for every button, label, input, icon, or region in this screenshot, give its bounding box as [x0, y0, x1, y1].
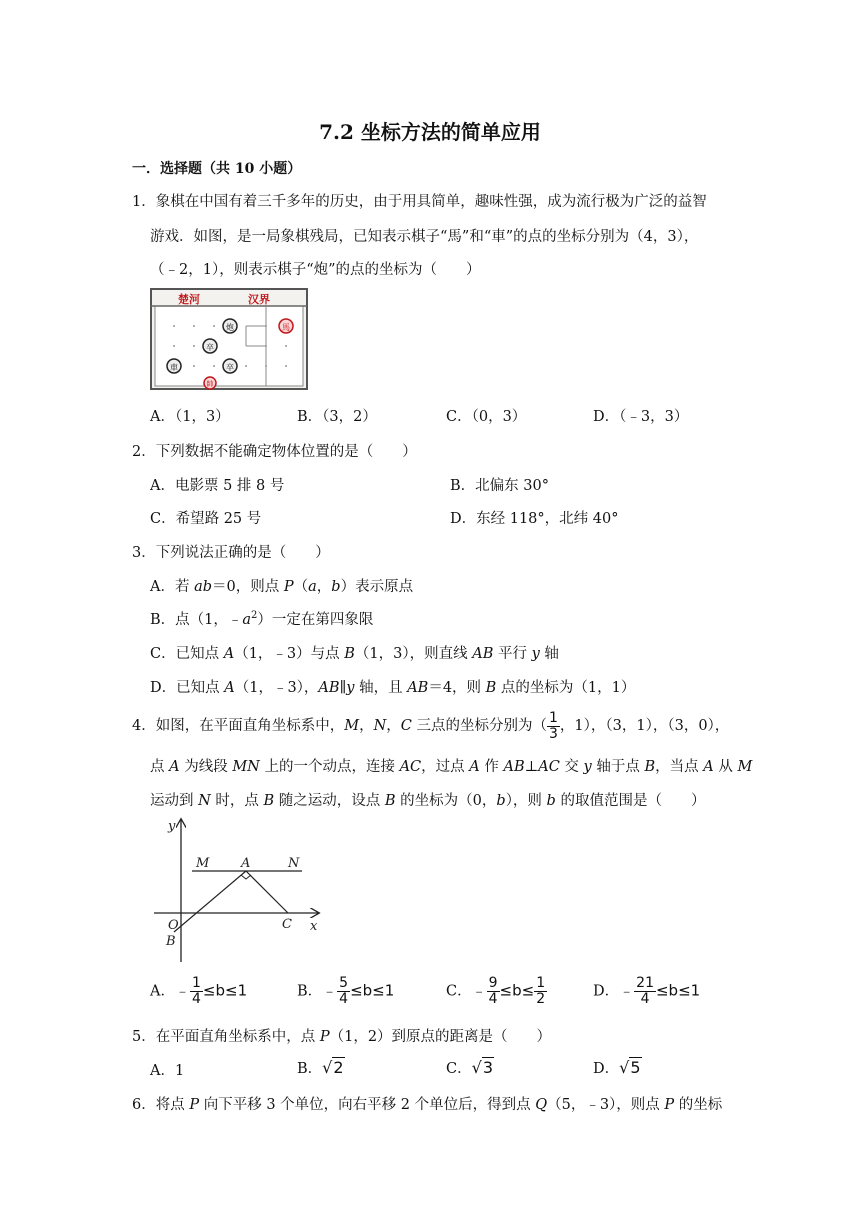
q1-option-c[interactable]: C．（0，3）	[446, 409, 527, 425]
label-x: x	[310, 919, 318, 934]
horse-piece	[279, 319, 293, 333]
label-c: C	[282, 917, 292, 932]
chariot-piece	[167, 359, 181, 373]
label-b: B	[166, 934, 176, 949]
q2-option-b[interactable]: B．北偏东 30°	[450, 478, 549, 494]
q3-option-d[interactable]: D．已知点 A（1，﹣3），AB∥y 轴，且 AB＝4，则 B 点的坐标为（1，1）	[150, 680, 636, 696]
svg-text:卒: 卒	[226, 363, 234, 372]
q1-line3: （﹣2，1），则表示棋子“炮”的点的坐标为（ ）	[150, 262, 481, 278]
segment-ab	[174, 871, 246, 932]
q5-stem: 5．在平面直角坐标系中，点 P（1，2）到原点的距离是（ ）	[132, 1029, 552, 1045]
segment-ac	[246, 871, 288, 913]
q2-option-a[interactable]: A．电影票 5 排 8 号	[150, 478, 285, 494]
q5-option-d[interactable]: D．√5	[593, 1058, 641, 1077]
q4-option-d[interactable]: D．﹣ $\frac{21}{4}$ ≤b≤1	[593, 975, 701, 1007]
q5-option-b[interactable]: B．√2	[297, 1058, 344, 1077]
q4-line1: 4．如图，在平面直角坐标系中，M，N，C 三点的坐标分别为（ $\frac{1}{3}$ ，1），（3，1），（3，0），	[132, 709, 730, 742]
soldier-piece-1	[203, 339, 217, 353]
coordinate-figure	[150, 812, 330, 967]
q3-option-b[interactable]: B．点（1，$﹣a^2$）一定在第四象限	[150, 610, 374, 628]
q5-option-a[interactable]: A．1	[150, 1063, 185, 1079]
page-title: 7.2 坐标方法的简单应用	[319, 120, 541, 144]
q1-line2: 游戏．如图，是一局象棋残局，已知表示棋子“馬”和“車”的点的坐标分别为（4，3），	[150, 229, 699, 245]
q4-option-a[interactable]: A．﹣ $\frac{1}{4}$ ≤b≤1	[150, 975, 248, 1007]
cannon-piece	[223, 319, 237, 333]
label-y: y	[168, 819, 176, 834]
label-m: M	[196, 856, 210, 871]
q6-stem: 6．将点 P 向下平移 3 个单位，向右平移 2 个单位后，得到点 Q（5，﹣3），则点 P 的坐标	[132, 1097, 723, 1113]
q4-line3: 运动到 N 时，点 B 随之运动，设点 B 的坐标为（0，b），则 b 的取值范围是（ ）	[150, 793, 706, 809]
q4-line2: 点 A 为线段 MN 上的一个动点，连接 AC，过点 A 作 AB⊥AC 交 y 轴于点 B，当点 A 从 M	[150, 759, 753, 775]
svg-text:車: 車	[170, 363, 178, 372]
soldier-piece-2	[223, 359, 237, 373]
svg-text:炮: 炮	[226, 323, 234, 332]
q3-stem: 3．下列说法正确的是（ ）	[132, 545, 330, 561]
q1-option-d[interactable]: D．（﹣3，3）	[593, 409, 689, 425]
q4-option-c[interactable]: C．﹣ $\frac{9}{4}$ ≤b≤ $\frac{1}{2}$	[446, 975, 546, 1007]
svg-text:馬: 馬	[282, 323, 290, 332]
q4-option-b[interactable]: B．﹣ $\frac{5}{4}$ ≤b≤1	[297, 975, 395, 1007]
right-angle-mark	[241, 875, 251, 879]
q1-line1: 1．象棋在中国有着三千多年的历史，由于用具简单，趣味性强，成为流行极为广泛的益智	[132, 194, 707, 210]
section-heading: 一．选择题（共 10 小题）	[132, 161, 302, 177]
label-n: N	[288, 856, 300, 871]
q3-option-a[interactable]: A．若 ab＝0，则点 P（a，b）表示原点	[150, 579, 414, 595]
q2-option-d[interactable]: D．东经 118°，北纬 40°	[450, 511, 619, 527]
chess-board-figure	[150, 288, 308, 390]
q5-option-c[interactable]: C．√3	[446, 1058, 493, 1077]
q1-option-b[interactable]: B．（3，2）	[297, 409, 377, 425]
label-o: O	[168, 918, 179, 933]
river-label-left: 楚河	[178, 293, 200, 306]
svg-text:帥: 帥	[206, 380, 214, 388]
q1-option-a[interactable]: A．（1，3）	[150, 409, 230, 425]
svg-text:卒: 卒	[206, 343, 214, 352]
label-a: A	[241, 856, 251, 871]
q2-option-c[interactable]: C．希望路 25 号	[150, 511, 262, 527]
river-label-right: 汉界	[248, 293, 270, 306]
general-piece	[204, 377, 216, 389]
q3-option-c[interactable]: C．已知点 A（1，﹣3）与点 B（1，3），则直线 AB 平行 y 轴	[150, 646, 559, 662]
q2-stem: 2．下列数据不能确定物体位置的是（ ）	[132, 444, 417, 460]
